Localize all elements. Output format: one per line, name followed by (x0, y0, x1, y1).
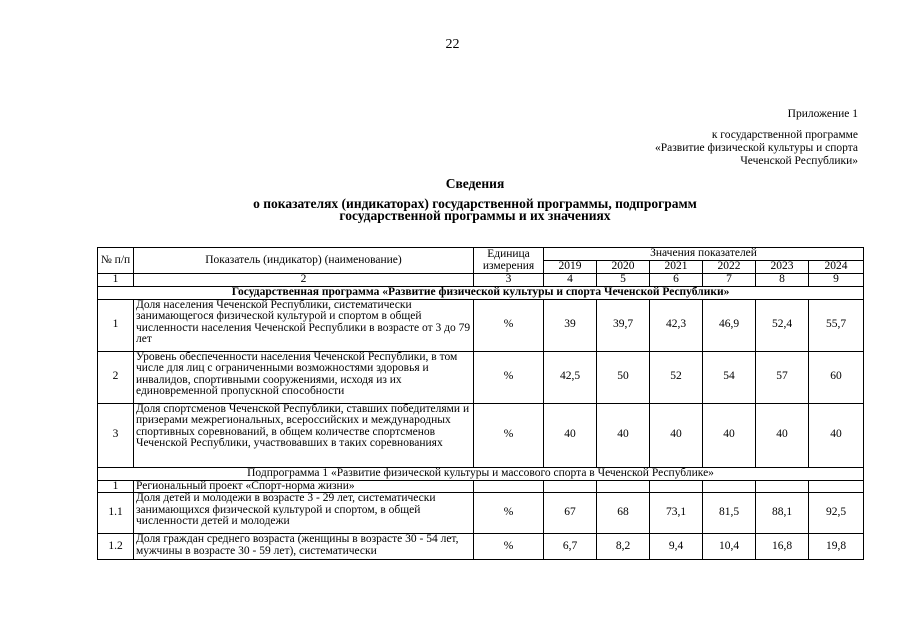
row-number: 3 (98, 403, 134, 467)
row-number: 1 (98, 480, 134, 493)
value-cell: 40 (809, 403, 864, 467)
document-title (0, 178, 905, 222)
empty-cell (544, 480, 597, 493)
value-cell: 40 (650, 403, 703, 467)
appendix-line: Чеченской Республики» (740, 155, 858, 167)
value-cell: 42,3 (650, 299, 703, 351)
value-cell: 40 (544, 403, 597, 467)
value-cell: 92,5 (809, 493, 864, 534)
row-number: 1.1 (98, 493, 134, 534)
indicator-name: Доля детей и молодежи в возрасте 3 - 29 лет, систематически занимающихся физической культурой и спортом, в общей численности детей и молодежи (134, 493, 474, 534)
value-cell: 9,4 (650, 534, 703, 560)
empty-cell (703, 480, 756, 493)
appendix-line: «Развитие физической культуры и спорта (655, 142, 858, 154)
unit-cell: % (474, 534, 544, 560)
year-header: 2022 (703, 261, 756, 274)
year-header: 2019 (544, 261, 597, 274)
section-title: Государственная программа «Развитие физической культуры и спорта Чеченской Республики» (98, 286, 864, 299)
unit-cell: % (474, 493, 544, 534)
project-name: Региональный проект «Спорт-норма жизни» (134, 480, 474, 493)
title-subheading: о показателях (индикаторах) государственной программы, подпрограмм (253, 196, 697, 211)
section-row (98, 467, 864, 480)
value-cell: 73,1 (650, 493, 703, 534)
value-cell: 19,8 (809, 534, 864, 560)
value-cell: 39,7 (597, 299, 650, 351)
column-number: 1 (98, 274, 134, 287)
table-row (98, 480, 864, 493)
value-cell: 40 (756, 403, 809, 467)
header-values: Значения показателей (544, 248, 864, 261)
year-header: 2023 (756, 261, 809, 274)
appendix-block (655, 108, 858, 168)
value-cell: 10,4 (703, 534, 756, 560)
empty-cell (809, 480, 864, 493)
empty-cell (474, 480, 544, 493)
column-number: 7 (703, 274, 756, 287)
value-cell: 8,2 (597, 534, 650, 560)
table-row (98, 493, 864, 534)
value-cell: 55,7 (809, 299, 864, 351)
value-cell: 68 (597, 493, 650, 534)
value-cell: 40 (703, 403, 756, 467)
column-number: 9 (809, 274, 864, 287)
indicator-name: Доля спортсменов Чеченской Республики, ставших победителями и призерами межрегиональных, всероссийских и международных спортивных соревнований, в общем количестве спортсменов Чеченской Республики, участвовавших в таких соревнованиях (134, 403, 474, 467)
value-cell: 50 (597, 351, 650, 403)
year-header: 2024 (809, 261, 864, 274)
table-row (98, 299, 864, 351)
value-cell: 52,4 (756, 299, 809, 351)
indicators-table (97, 247, 864, 560)
value-cell: 46,9 (703, 299, 756, 351)
table-row (98, 351, 864, 403)
value-cell: 57 (756, 351, 809, 403)
value-cell: 42,5 (544, 351, 597, 403)
column-number: 5 (597, 274, 650, 287)
column-number: 8 (756, 274, 809, 287)
value-cell: 60 (809, 351, 864, 403)
table-row (98, 534, 864, 560)
column-number: 4 (544, 274, 597, 287)
row-number: 1.2 (98, 534, 134, 560)
year-header: 2021 (650, 261, 703, 274)
empty-cell (756, 480, 809, 493)
column-number: 6 (650, 274, 703, 287)
value-cell: 6,7 (544, 534, 597, 560)
appendix-title: Приложение 1 (787, 108, 858, 120)
section-title: Подпрограмма 1 «Развитие физической культуры и массового спорта в Чеченской Республике» (98, 467, 864, 480)
column-number: 2 (134, 274, 474, 287)
appendix-line: к государственной программе (711, 129, 858, 141)
row-number: 1 (98, 299, 134, 351)
header-number: № п/п (98, 248, 134, 274)
value-cell: 39 (544, 299, 597, 351)
value-cell: 16,8 (756, 534, 809, 560)
empty-cell (650, 480, 703, 493)
title-subheading: государственной программы и их значениях (339, 208, 611, 223)
unit-cell: % (474, 299, 544, 351)
value-cell: 88,1 (756, 493, 809, 534)
empty-cell (597, 480, 650, 493)
value-cell: 54 (703, 351, 756, 403)
indicator-name: Доля граждан среднего возраста (женщины в возрасте 30 - 54 лет, мужчины в возрасте 30 - 59 лет), систематически (134, 534, 474, 560)
value-cell: 52 (650, 351, 703, 403)
row-number: 2 (98, 351, 134, 403)
unit-cell: % (474, 403, 544, 467)
unit-cell: % (474, 351, 544, 403)
indicator-name: Уровень обеспеченности населения Чеченской Республики, в том числе для лиц с ограниченными возможностями здоровья и инвалидов, спортивными сооружениями, исходя из их единовременной пропускной способности (134, 351, 474, 403)
header-indicator: Показатель (индикатор) (наименование) (134, 248, 474, 274)
column-number: 3 (474, 274, 544, 287)
page-number: 22 (445, 37, 460, 52)
title-heading: Сведения (445, 176, 505, 191)
indicator-name: Доля населения Чеченской Республики, систематически занимающегося физической культурой и спортом в общей численности населения Чеченской Республики в возрасте от 3 до 79 лет (134, 299, 474, 351)
section-row (98, 286, 864, 299)
year-header: 2020 (597, 261, 650, 274)
value-cell: 40 (597, 403, 650, 467)
value-cell: 67 (544, 493, 597, 534)
value-cell: 81,5 (703, 493, 756, 534)
table-row (98, 403, 864, 467)
header-unit: Единица измерения (474, 248, 544, 274)
